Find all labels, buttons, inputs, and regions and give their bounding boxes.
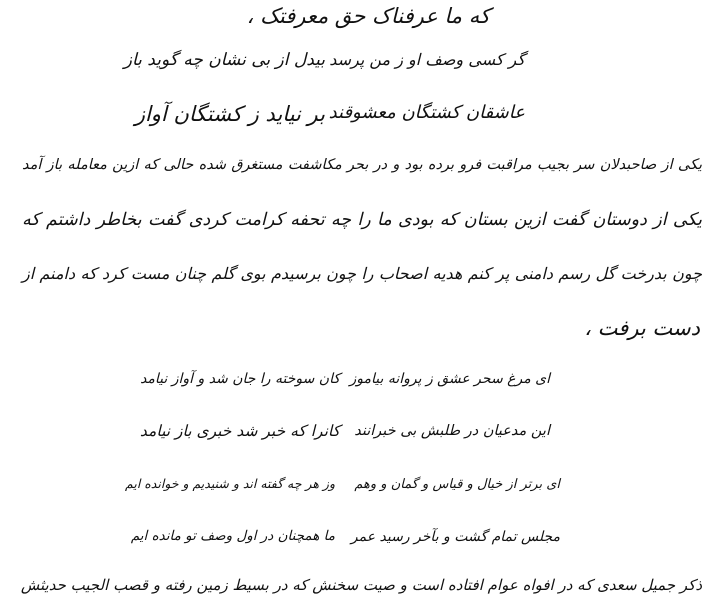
verse-6-hemistich-1: مجلس تمام گشت و بآخر رسید عمر bbox=[350, 529, 560, 545]
verse-5-hemistich-1: ای برتر از خیال و قیاس و گمان و وهم bbox=[354, 477, 560, 492]
verse-2-hemistich-2: بر نیاید ز کشتگان آواز bbox=[134, 102, 325, 126]
verse-4-hemistich-2: کانرا که خبر شد خبری باز نیامد bbox=[139, 422, 340, 440]
prose-line-5: ذکر جمیل سعدی که در افواه عوام افتاده است و صیت سخنش که در بسیط زمین رفته و قصب الجیب حدیثش bbox=[20, 576, 702, 594]
prose-line-4: دست برفت ، bbox=[584, 316, 700, 340]
prose-line-2: یکی از دوستان گفت ازین بستان که بودی ما را چه تحفه کرامت کردی گفت بخاطر داشتم که bbox=[22, 210, 702, 230]
prose-line-3: چون بدرخت گل رسم دامنی پر کنم هدیه اصحاب را چون برسیدم بوی گلم چنان مست کرد که دامنم از bbox=[22, 264, 702, 283]
verse-1-hemistich-1: گر کسی وصف او ز من پرسد bbox=[329, 50, 525, 69]
prose-line-1: یکی از صاحبدلان سر بجیب مراقبت فرو برده بود و در بحر مکاشفت مستغرق شده حالی که ازین معامله باز آمد bbox=[22, 157, 702, 173]
verse-5-hemistich-2: وز هر چه گفته اند و شنیدیم و خوانده ایم bbox=[125, 476, 335, 491]
verse-2-hemistich-1: عاشقان کشتگان معشوقند bbox=[328, 102, 525, 123]
verse-3-hemistich-1: ای مرغ سحر عشق ز پروانه بیاموز bbox=[349, 371, 550, 387]
verse-4-hemistich-1: این مدعیان در طلبش بی خبرانند bbox=[354, 423, 550, 439]
verse-1-hemistich-2: بیدل از بی نشان چه گوید باز bbox=[123, 50, 325, 70]
verse-6-hemistich-2: ما همچنان در اول وصف تو مانده ایم bbox=[130, 528, 335, 544]
opening-line: که ما عرفناک حق معرفتک ، bbox=[246, 4, 490, 28]
verse-3-hemistich-2: کان سوخته را جان شد و آواز نیامد bbox=[140, 371, 340, 387]
